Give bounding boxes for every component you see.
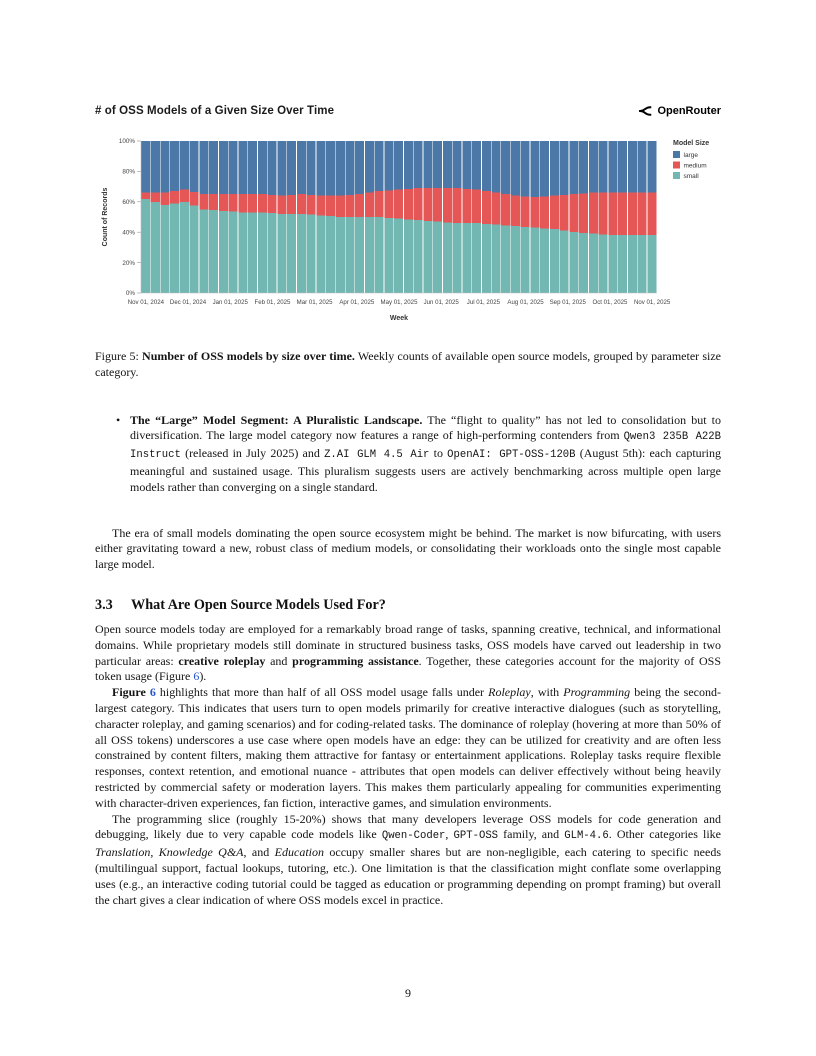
chart-bar-segment-medium: [638, 193, 647, 236]
chart-bar-segment-medium: [608, 193, 617, 236]
chart-bar-segment-large: [248, 141, 257, 194]
chart-bar-segment-medium: [141, 193, 150, 199]
chart-bar-segment-large: [433, 141, 442, 188]
chart-bar-segment-medium: [375, 191, 384, 217]
text-segment: (released in July 2025) and: [180, 446, 325, 461]
text-segment: The programming slice (roughly 15-20%) shows that many developers leverage OSS models for code generation and debugging, likely due to very capable code models like: [95, 811, 721, 842]
page-number: 9: [405, 986, 411, 1000]
chart-bar-segment-small: [423, 221, 432, 293]
chart-bar-segment-large: [423, 141, 432, 188]
chart-bar-segment-medium: [199, 194, 208, 209]
chart-bar-segment-large: [638, 141, 647, 193]
chart-bar-segment-small: [336, 217, 345, 293]
chart-bar-segment-large: [307, 141, 316, 195]
chart-bar-segment-large: [268, 141, 277, 195]
text-segment: The “Large” Model Segment: A Pluralistic Landscape.: [130, 412, 423, 427]
chart-bar-segment-small: [404, 219, 413, 293]
chart-bar-segment-medium: [628, 193, 637, 236]
chart-bar-segment-medium: [560, 195, 569, 231]
chart-bar-segment-medium: [414, 188, 423, 220]
chart-bar-segment-large: [491, 141, 500, 193]
x-tick-label: Jul 01, 2025: [466, 299, 500, 306]
y-tick-label: 100%: [118, 138, 135, 146]
legend-label-large: large: [683, 152, 698, 159]
figure-5-chart: [95, 103, 721, 331]
chart-bar-segment-large: [326, 141, 335, 196]
chart-bar-segment-small: [443, 222, 452, 293]
chart-header: [95, 103, 721, 119]
chart-bar-segment-medium: [501, 194, 510, 225]
chart-bar-segment-large: [501, 141, 510, 194]
chart-bar-segment-small: [550, 229, 559, 293]
text-segment: ,: [150, 845, 159, 860]
chart-bar-segment-medium: [326, 196, 335, 217]
chart-bar-segment-large: [453, 141, 462, 188]
chart-bar-segment-small: [491, 225, 500, 293]
chart-bar-segment-small: [209, 210, 218, 293]
chart-bar-segment-medium: [238, 194, 247, 212]
chart-bar-segment-small: [141, 199, 150, 293]
chart-bar-segment-large: [238, 141, 247, 194]
legend-swatch-large: [673, 151, 680, 158]
chart-bar-segment-medium: [190, 192, 199, 206]
chart-bar-segment-medium: [599, 193, 608, 235]
text-segment: , with: [530, 685, 564, 700]
text-segment: to: [429, 446, 448, 461]
chart-bar-segment-medium: [170, 191, 179, 203]
chart-bar-segment-large: [482, 141, 491, 191]
chart-bar-segment-large: [316, 141, 325, 196]
y-tick-label: 40%: [122, 229, 135, 237]
legend-swatch-small: [673, 172, 680, 179]
openrouter-brand: [638, 104, 721, 118]
figure-reference-link[interactable]: 6: [149, 685, 156, 700]
chart-bar-segment-small: [190, 206, 199, 293]
x-tick-label: Oct 01, 2025: [592, 299, 628, 306]
chart-bar-segment-large: [190, 141, 199, 192]
chart-bar-segment-small: [365, 217, 374, 293]
chart-bar-segment-large: [443, 141, 452, 188]
chart-bar-segment-medium: [258, 194, 267, 212]
chart-bar-segment-large: [404, 141, 413, 189]
chart-bar-segment-small: [638, 235, 647, 293]
chart-bar-segment-small: [560, 231, 569, 293]
text-segment: . Other categories like: [608, 827, 722, 842]
chart-bar-segment-medium: [219, 194, 228, 211]
text-segment: and: [265, 653, 293, 668]
text-segment: Education: [274, 845, 324, 860]
chart-bar-segment-large: [384, 141, 393, 190]
x-tick-label: Jun 01, 2025: [423, 299, 459, 306]
chart-bar-segment-large: [462, 141, 471, 189]
chart-bar-segment-medium: [180, 190, 189, 202]
x-tick-label: Nov 01, 2025: [633, 299, 671, 306]
chart-bar-segment-medium: [482, 191, 491, 224]
x-tick-label: Apr 01, 2025: [339, 299, 375, 306]
text-segment: highlights that more than half of all OSS model usage falls under: [155, 685, 489, 700]
chart-bar-segment-medium: [307, 195, 316, 215]
legend-swatch-medium: [673, 162, 680, 169]
text-segment: Qwen-Coder: [381, 830, 446, 843]
text-segment: ,: [445, 827, 454, 842]
chart-bar-segment-medium: [297, 194, 306, 214]
chart-bar-segment-large: [540, 141, 549, 196]
chart-bar-segment-medium: [277, 196, 286, 214]
text-segment: Figure: [112, 685, 150, 700]
chart-bar-segment-large: [589, 141, 598, 193]
chart-bar-segment-large: [579, 141, 588, 193]
chart-bar-segment-large: [628, 141, 637, 193]
chart-bar-segment-large: [521, 141, 530, 196]
chart-bar-segment-small: [170, 203, 179, 293]
chart-bar-segment-small: [414, 220, 423, 293]
chart-bar-segment-large: [530, 141, 539, 197]
chart-bar-segment-small: [433, 222, 442, 293]
chart-title: # of OSS Models of a Given Size Over Time: [95, 105, 335, 117]
chart-bar-segment-small: [482, 224, 491, 293]
chart-bar-segment-small: [501, 225, 510, 293]
chart-bar-segment-large: [151, 141, 160, 193]
x-tick-label: Aug 01, 2025: [507, 299, 544, 306]
paragraph-small-models-era: [95, 526, 721, 573]
text-segment: The era of small models dominating the open source ecosystem might be behind. The market is now bifurcating, with users either gravitating toward a new, robust class of medium models, or consolidating their workloads onto the single most capable large model.: [95, 525, 721, 572]
chart-bar-segment-small: [297, 214, 306, 293]
chart-bar-segment-large: [599, 141, 608, 193]
chart-bar-segment-small: [530, 228, 539, 293]
chart-bar-segment-medium: [287, 195, 296, 214]
chart-bar-segment-medium: [579, 193, 588, 233]
y-tick-label: 60%: [122, 199, 135, 206]
y-tick-label: 0%: [125, 290, 135, 298]
chart-bar-segment-large: [336, 141, 345, 196]
bullet-icon: •: [116, 412, 121, 427]
chart-bar-segment-medium: [433, 188, 442, 221]
text-segment: OpenAI: GPT-OSS-120B: [447, 449, 576, 462]
chart-bar-segment-small: [355, 217, 364, 293]
x-tick-label: Dec 01, 2024: [169, 299, 207, 306]
x-tick-label: Nov 01, 2024: [127, 299, 165, 306]
x-tick-label: Sep 01, 2025: [549, 299, 586, 306]
chart-bar-segment-small: [647, 235, 656, 293]
chart-bar-segment-small: [579, 233, 588, 293]
chart-bar-segment-medium: [345, 195, 354, 217]
chart-bar-segment-small: [219, 211, 228, 293]
chart-bar-segment-medium: [462, 189, 471, 223]
chart-bar-segment-medium: [151, 193, 160, 202]
chart-bar-segment-large: [199, 141, 208, 194]
figure-reference-link[interactable]: 6: [193, 669, 200, 684]
chart-bar-segment-medium: [491, 193, 500, 225]
text-segment: GPT-OSS: [453, 830, 499, 843]
x-tick-label: Mar 01, 2025: [296, 299, 333, 306]
text-segment: Open source models today are employed for a remarkably broad range of tasks, spanning creative, technical, and informational domains. While proprietary models still dominate in structured business tasks, OSS models have carved out leadership in two particular areas:: [95, 621, 721, 668]
chart-bar-segment-large: [209, 141, 218, 194]
text-segment: (August 5th): each capturing meaningful and sustained usage. This pluralism suggests users are actively benchmarking across multiple open large models rather than converging on a single standard.: [130, 446, 721, 494]
text-segment: family, and: [498, 827, 565, 842]
chart-bar-segment-large: [375, 141, 384, 191]
chart-bar-segment-small: [589, 234, 598, 293]
text-segment: Knowledge Q&A: [158, 845, 244, 860]
text-segment: creative roleplay: [178, 653, 266, 668]
chart-bar-segment-large: [160, 141, 169, 193]
chart-bar-segment-small: [160, 205, 169, 293]
bullet-large-model-segment: [95, 413, 721, 496]
text-segment: Qwen3 235B A22B Instruct: [130, 431, 722, 462]
chart-bar-segment-medium: [550, 196, 559, 229]
chart-bar-segment-medium: [336, 196, 345, 217]
openrouter-logo-icon: [638, 104, 652, 118]
chart-bar-segment-large: [647, 141, 656, 193]
chart-bar-segment-medium: [229, 194, 238, 211]
x-tick-label: Jan 01, 2025: [212, 299, 248, 306]
text-segment: being the second-largest category. This indicates that users turn to open models primarily for creative interactive dialogues (such as storytelling, character roleplay, and gaming scenarios) and for coding-related tasks. The dominance of roleplay (hovering at more than 50% of all OSS tokens) underscores a use case where open models have an edge: they can be utilized for creativity and are often less constrained by content filters, making them attractive for fantasy or entertainment applications. Roleplay tasks require flexible responses, context retention, and emotional nuance - attributes that open models can deliver effectively without being heavily restricted by commercial safety or moderation layers. This makes them particularly appealing for communities experimenting with character-driven experiences, fan fiction, interactive games, and simulation environments.: [95, 685, 722, 810]
paragraph-figure6-analysis: [95, 685, 721, 811]
chart-bar-segment-medium: [443, 188, 452, 222]
text-segment: , and: [243, 845, 275, 860]
chart-bar-segment-small: [384, 218, 393, 293]
chart-bar-segment-large: [414, 141, 423, 188]
chart-bar-segment-small: [277, 214, 286, 293]
chart-bar-segment-small: [199, 209, 208, 293]
chart-bar-segment-small: [394, 219, 403, 293]
oss-models-stacked-bar-chart: [95, 129, 720, 331]
chart-bar-segment-small: [599, 234, 608, 293]
chart-bar-segment-medium: [647, 193, 656, 236]
chart-bar-segment-medium: [618, 193, 627, 236]
text-segment: Roleplay: [488, 685, 531, 700]
chart-bar-segment-small: [540, 228, 549, 293]
chart-bar-segment-medium: [355, 194, 364, 217]
legend-label-small: small: [683, 173, 699, 180]
chart-bar-segment-medium: [453, 188, 462, 223]
chart-bar-segment-medium: [569, 194, 578, 232]
paragraph-oss-usage-overview: [95, 622, 721, 685]
chart-bar-segment-medium: [365, 193, 374, 217]
chart-bar-segment-small: [608, 235, 617, 293]
text-segment: Z.AI GLM 4.5 Air: [324, 449, 430, 462]
chart-bar-segment-large: [229, 141, 238, 194]
text-segment: Programming: [563, 685, 631, 700]
chart-bar-segment-medium: [268, 195, 277, 213]
x-tick-label: May 01, 2025: [380, 299, 418, 306]
chart-bar-segment-small: [521, 227, 530, 293]
section-title: What Are Open Source Models Used For?: [131, 596, 386, 613]
chart-bar-segment-small: [287, 214, 296, 293]
page-content: [95, 0, 721, 908]
chart-bar-segment-small: [472, 223, 481, 293]
chart-bar-segment-medium: [423, 188, 432, 221]
legend-title: Model Size: [673, 140, 710, 147]
chart-bar-segment-medium: [589, 193, 598, 234]
chart-bar-segment-small: [326, 216, 335, 293]
text-segment: programming assistance: [292, 653, 419, 668]
chart-bar-segment-small: [462, 223, 471, 293]
text-segment: Translation: [95, 845, 151, 860]
x-tick-label: Feb 01, 2025: [254, 299, 291, 306]
chart-bar-segment-small: [180, 202, 189, 293]
chart-bar-segment-small: [151, 202, 160, 293]
chart-bar-segment-large: [141, 141, 150, 193]
chart-bar-segment-medium: [530, 197, 539, 227]
chart-bar-segment-small: [345, 217, 354, 293]
chart-bar-segment-medium: [209, 194, 218, 210]
y-axis-title: Count of Records: [102, 187, 109, 247]
chart-bar-segment-small: [238, 212, 247, 293]
chart-bar-segment-large: [258, 141, 267, 194]
chart-bar-segment-medium: [394, 190, 403, 219]
text-segment: occupy smaller shares but are non-negligible, each catering to specific needs (multilingual support, factual lookups, tutoring, etc.). One limitation is that the classification might conflate some overlapping uses (e.g., an interactive coding tutorial could be tagged as education or programming depending on prompt framing) but overall the chart gives a clear indication of where OSS models excel in practice.: [95, 845, 722, 907]
text-segment: Figure 5:: [95, 349, 143, 363]
chart-bar-segment-large: [560, 141, 569, 195]
text-segment: . Together, these categories account for the majority of OSS token usage (Figure: [95, 653, 721, 684]
chart-bar-segment-large: [277, 141, 286, 196]
chart-bar-segment-small: [569, 232, 578, 293]
y-tick-label: 80%: [122, 168, 135, 176]
chart-bar-segment-large: [287, 141, 296, 195]
chart-bar-segment-large: [170, 141, 179, 191]
brand-name: OpenRouter: [657, 105, 721, 117]
text-segment: Weekly counts of available open source models, grouped by parameter size category.: [95, 349, 721, 379]
chart-bar-segment-medium: [316, 196, 325, 216]
chart-bar-segment-small: [268, 213, 277, 293]
chart-bar-segment-medium: [248, 194, 257, 212]
y-tick-label: 20%: [122, 259, 135, 267]
x-axis-title: Week: [389, 315, 409, 322]
legend-label-medium: medium: [683, 162, 707, 170]
chart-bar-segment-large: [550, 141, 559, 196]
chart-bar-segment-medium: [384, 190, 393, 217]
paragraph-programming-slice: [95, 812, 721, 909]
chart-bar-segment-small: [511, 226, 520, 293]
chart-bar-segment-large: [608, 141, 617, 193]
chart-bar-segment-large: [569, 141, 578, 194]
chart-bar-segment-large: [219, 141, 228, 194]
chart-bar-segment-small: [453, 223, 462, 293]
chart-bar-segment-large: [355, 141, 364, 194]
chart-bar-segment-medium: [540, 196, 549, 228]
chart-bar-segment-medium: [160, 193, 169, 205]
chart-bar-segment-small: [258, 212, 267, 293]
chart-bar-segment-small: [316, 215, 325, 293]
text-segment: The “flight to quality” has not led to consolidation but to diversification. The large model category now features a range of high-performing contenders from: [130, 412, 721, 443]
chart-bar-segment-medium: [404, 189, 413, 219]
text-segment: GLM-4.6: [564, 830, 609, 843]
figure-5-caption: [95, 349, 721, 381]
chart-bar-segment-small: [628, 235, 637, 293]
chart-bar-segment-small: [618, 235, 627, 293]
chart-bar-segment-large: [394, 141, 403, 190]
section-number: 3.3: [95, 596, 113, 613]
chart-bar-segment-large: [472, 141, 481, 190]
chart-bar-segment-medium: [521, 196, 530, 226]
bullet-text: [130, 413, 721, 496]
chart-bar-segment-small: [375, 217, 384, 293]
chart-bar-segment-large: [297, 141, 306, 194]
chart-bar-segment-small: [248, 212, 257, 293]
chart-bar-segment-medium: [511, 196, 520, 226]
chart-bar-segment-large: [365, 141, 374, 193]
chart-bar-segment-large: [618, 141, 627, 193]
chart-bar-segment-large: [180, 141, 189, 190]
chart-bar-segment-large: [345, 141, 354, 195]
text-segment: ).: [199, 669, 207, 684]
chart-bar-segment-small: [229, 212, 238, 293]
section-heading-3-3: [95, 597, 721, 614]
chart-bar-segment-large: [511, 141, 520, 196]
chart-bar-segment-medium: [472, 190, 481, 223]
chart-bar-segment-small: [307, 215, 316, 293]
text-segment: Number of OSS models by size over time.: [142, 349, 355, 363]
